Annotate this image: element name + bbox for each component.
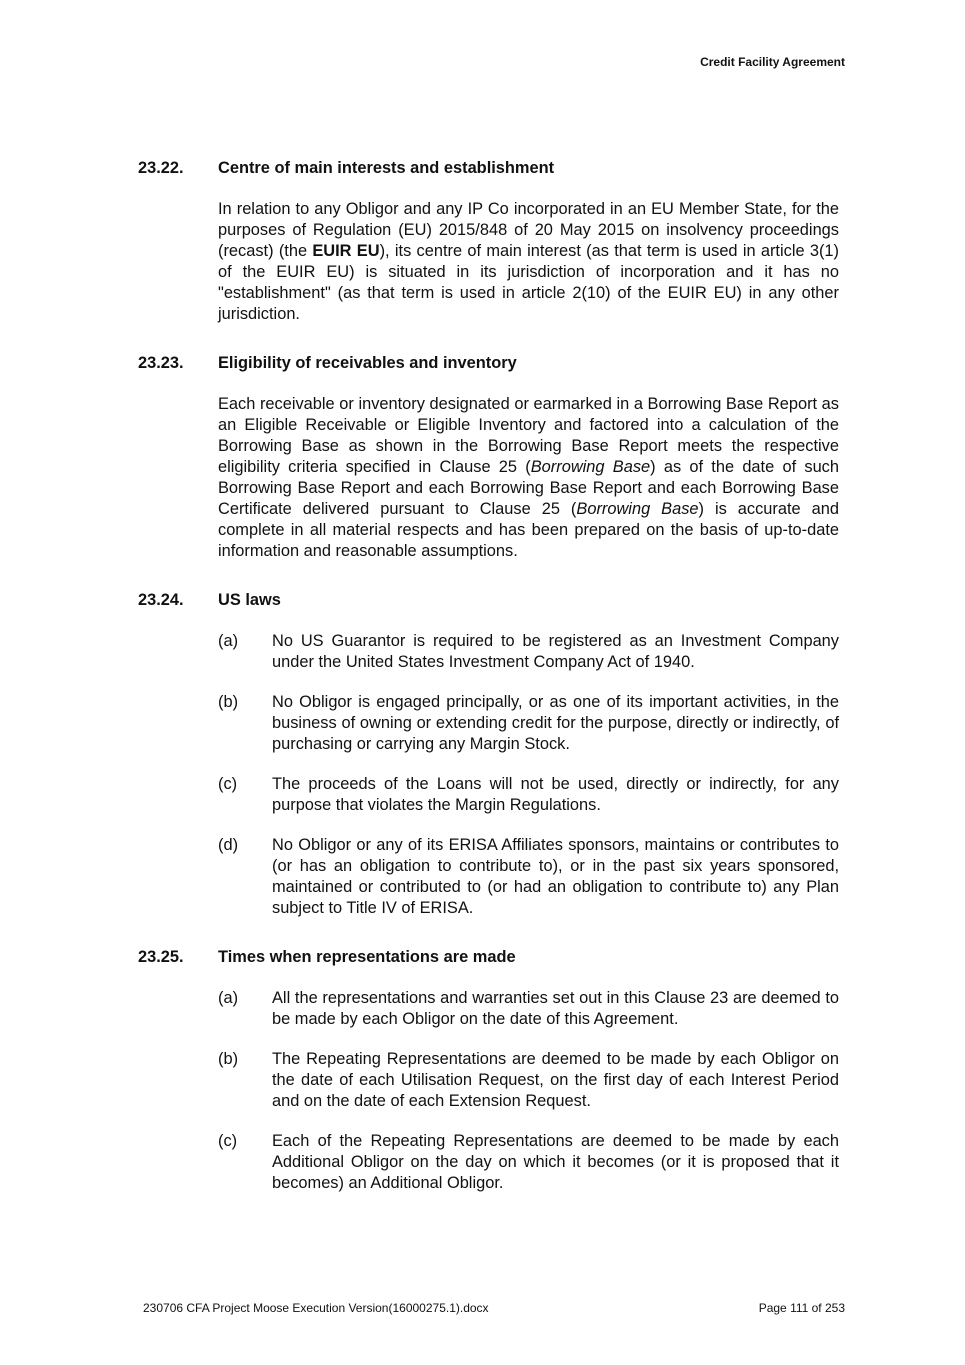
- item-label: (c): [218, 1132, 238, 1150]
- section-paragraph: [218, 199, 839, 325]
- item-text: No Obligor or any of its ERISA Affiliates sponsors, maintains or contributes to (or has an obligation to contribute to), or in the past six years sponsored, maintained or contributed to (or had an obligation to contribute to) any Plan subject to Title IV of ERISA.: [272, 836, 839, 917]
- list-item: [218, 774, 839, 816]
- section-paragraph: [218, 394, 839, 562]
- list-item: [218, 1049, 839, 1112]
- section-heading: [138, 590, 839, 611]
- list-item: [218, 1131, 839, 1194]
- footer-filename: 230706 CFA Project Moose Execution Version(16000275.1).docx: [143, 1301, 489, 1315]
- footer-page-number: Page 111 of 253: [758, 1301, 845, 1315]
- item-text: Each of the Repeating Representations are deemed to be made by each Additional Obligor on the day on which it becomes (or it is proposed that it becomes) an Additional Obligor.: [272, 1132, 839, 1192]
- section-title: US laws: [218, 591, 281, 609]
- list-item: [218, 631, 839, 673]
- section-number: 23.24.: [138, 591, 184, 609]
- item-label: (b): [218, 1050, 239, 1068]
- section-23-23: [138, 353, 839, 562]
- item-label: (b): [218, 693, 239, 711]
- paragraph-text: ), its centre of main interest (as that term is used in article 3(1) of the EUIR EU) is situated in its jurisdiction of incorporation and it has no "establishment" (as that term is used in article 2(10) of the EUIR EU) in any other jurisdiction.: [218, 242, 840, 323]
- section-heading: [138, 353, 839, 374]
- paragraph-text: ) as of the date of such Borrowing Base Report and each Borrowing Base Report and each Borrowing Base Certificate delivered pursuant to Clause 25 (: [218, 458, 839, 518]
- item-text: All the representations and warranties set out in this Clause 23 are deemed to be made by each Obligor on the date of this Agreement.: [272, 989, 839, 1028]
- item-text: The Repeating Representations are deemed to be made by each Obligor on the date of each Utilisation Request, on the first day of each Interest Period and on the date of each Extension Request.: [272, 1050, 839, 1110]
- item-text: No Obligor is engaged principally, or as one of its important activities, in the business of owning or extending credit for the purpose, directly or indirectly, of purchasing or carrying any Margin Stock.: [272, 693, 839, 753]
- section-heading: [138, 158, 839, 179]
- item-label: (a): [218, 989, 239, 1007]
- list-item: [218, 988, 839, 1030]
- clause-reference: Borrowing Base: [530, 458, 651, 476]
- document-header-title: Credit Facility Agreement: [700, 55, 845, 69]
- defined-term: EUIR EU: [312, 242, 380, 260]
- document-body: [138, 158, 839, 1222]
- section-number: 23.22.: [138, 159, 184, 177]
- clause-reference: Borrowing Base: [576, 500, 699, 518]
- section-23-24: [138, 590, 839, 919]
- section-title: Eligibility of receivables and inventory: [218, 354, 517, 372]
- item-label: (a): [218, 632, 239, 650]
- item-text: The proceeds of the Loans will not be used, directly or indirectly, for any purpose that violates the Margin Regulations.: [272, 775, 839, 814]
- section-title: Centre of main interests and establishment: [218, 159, 555, 177]
- list-item: [218, 692, 839, 755]
- section-23-25: [138, 947, 839, 1194]
- paragraph-text: In relation to any Obligor and any IP Co incorporated in an EU Member State, for the purposes of Regulation (EU) 2015/848 of 20 May 2015 on insolvency proceedings (recast) (the: [218, 200, 839, 260]
- item-label: (c): [218, 775, 238, 793]
- paragraph-text: ) is accurate and complete in all material respects and has been prepared on the basis of up-to-date information and reasonable assumptions.: [218, 500, 839, 560]
- list-item: [218, 835, 839, 919]
- section-title: Times when representations are made: [218, 948, 516, 966]
- section-number: 23.23.: [138, 354, 184, 372]
- item-text: No US Guarantor is required to be registered as an Investment Company under the United States Investment Company Act of 1940.: [272, 632, 839, 671]
- section-number: 23.25.: [138, 948, 184, 966]
- item-label: (d): [218, 836, 239, 854]
- section-23-22: [138, 158, 839, 325]
- section-heading: [138, 947, 839, 968]
- paragraph-text: Each receivable or inventory designated or earmarked in a Borrowing Base Report as an Eligible Receivable or Eligible Inventory and factored into a calculation of the Borrowing Base as shown in the Borrowing Base Report meets the respective eligibility criteria specified in Clause 25 (: [218, 395, 839, 476]
